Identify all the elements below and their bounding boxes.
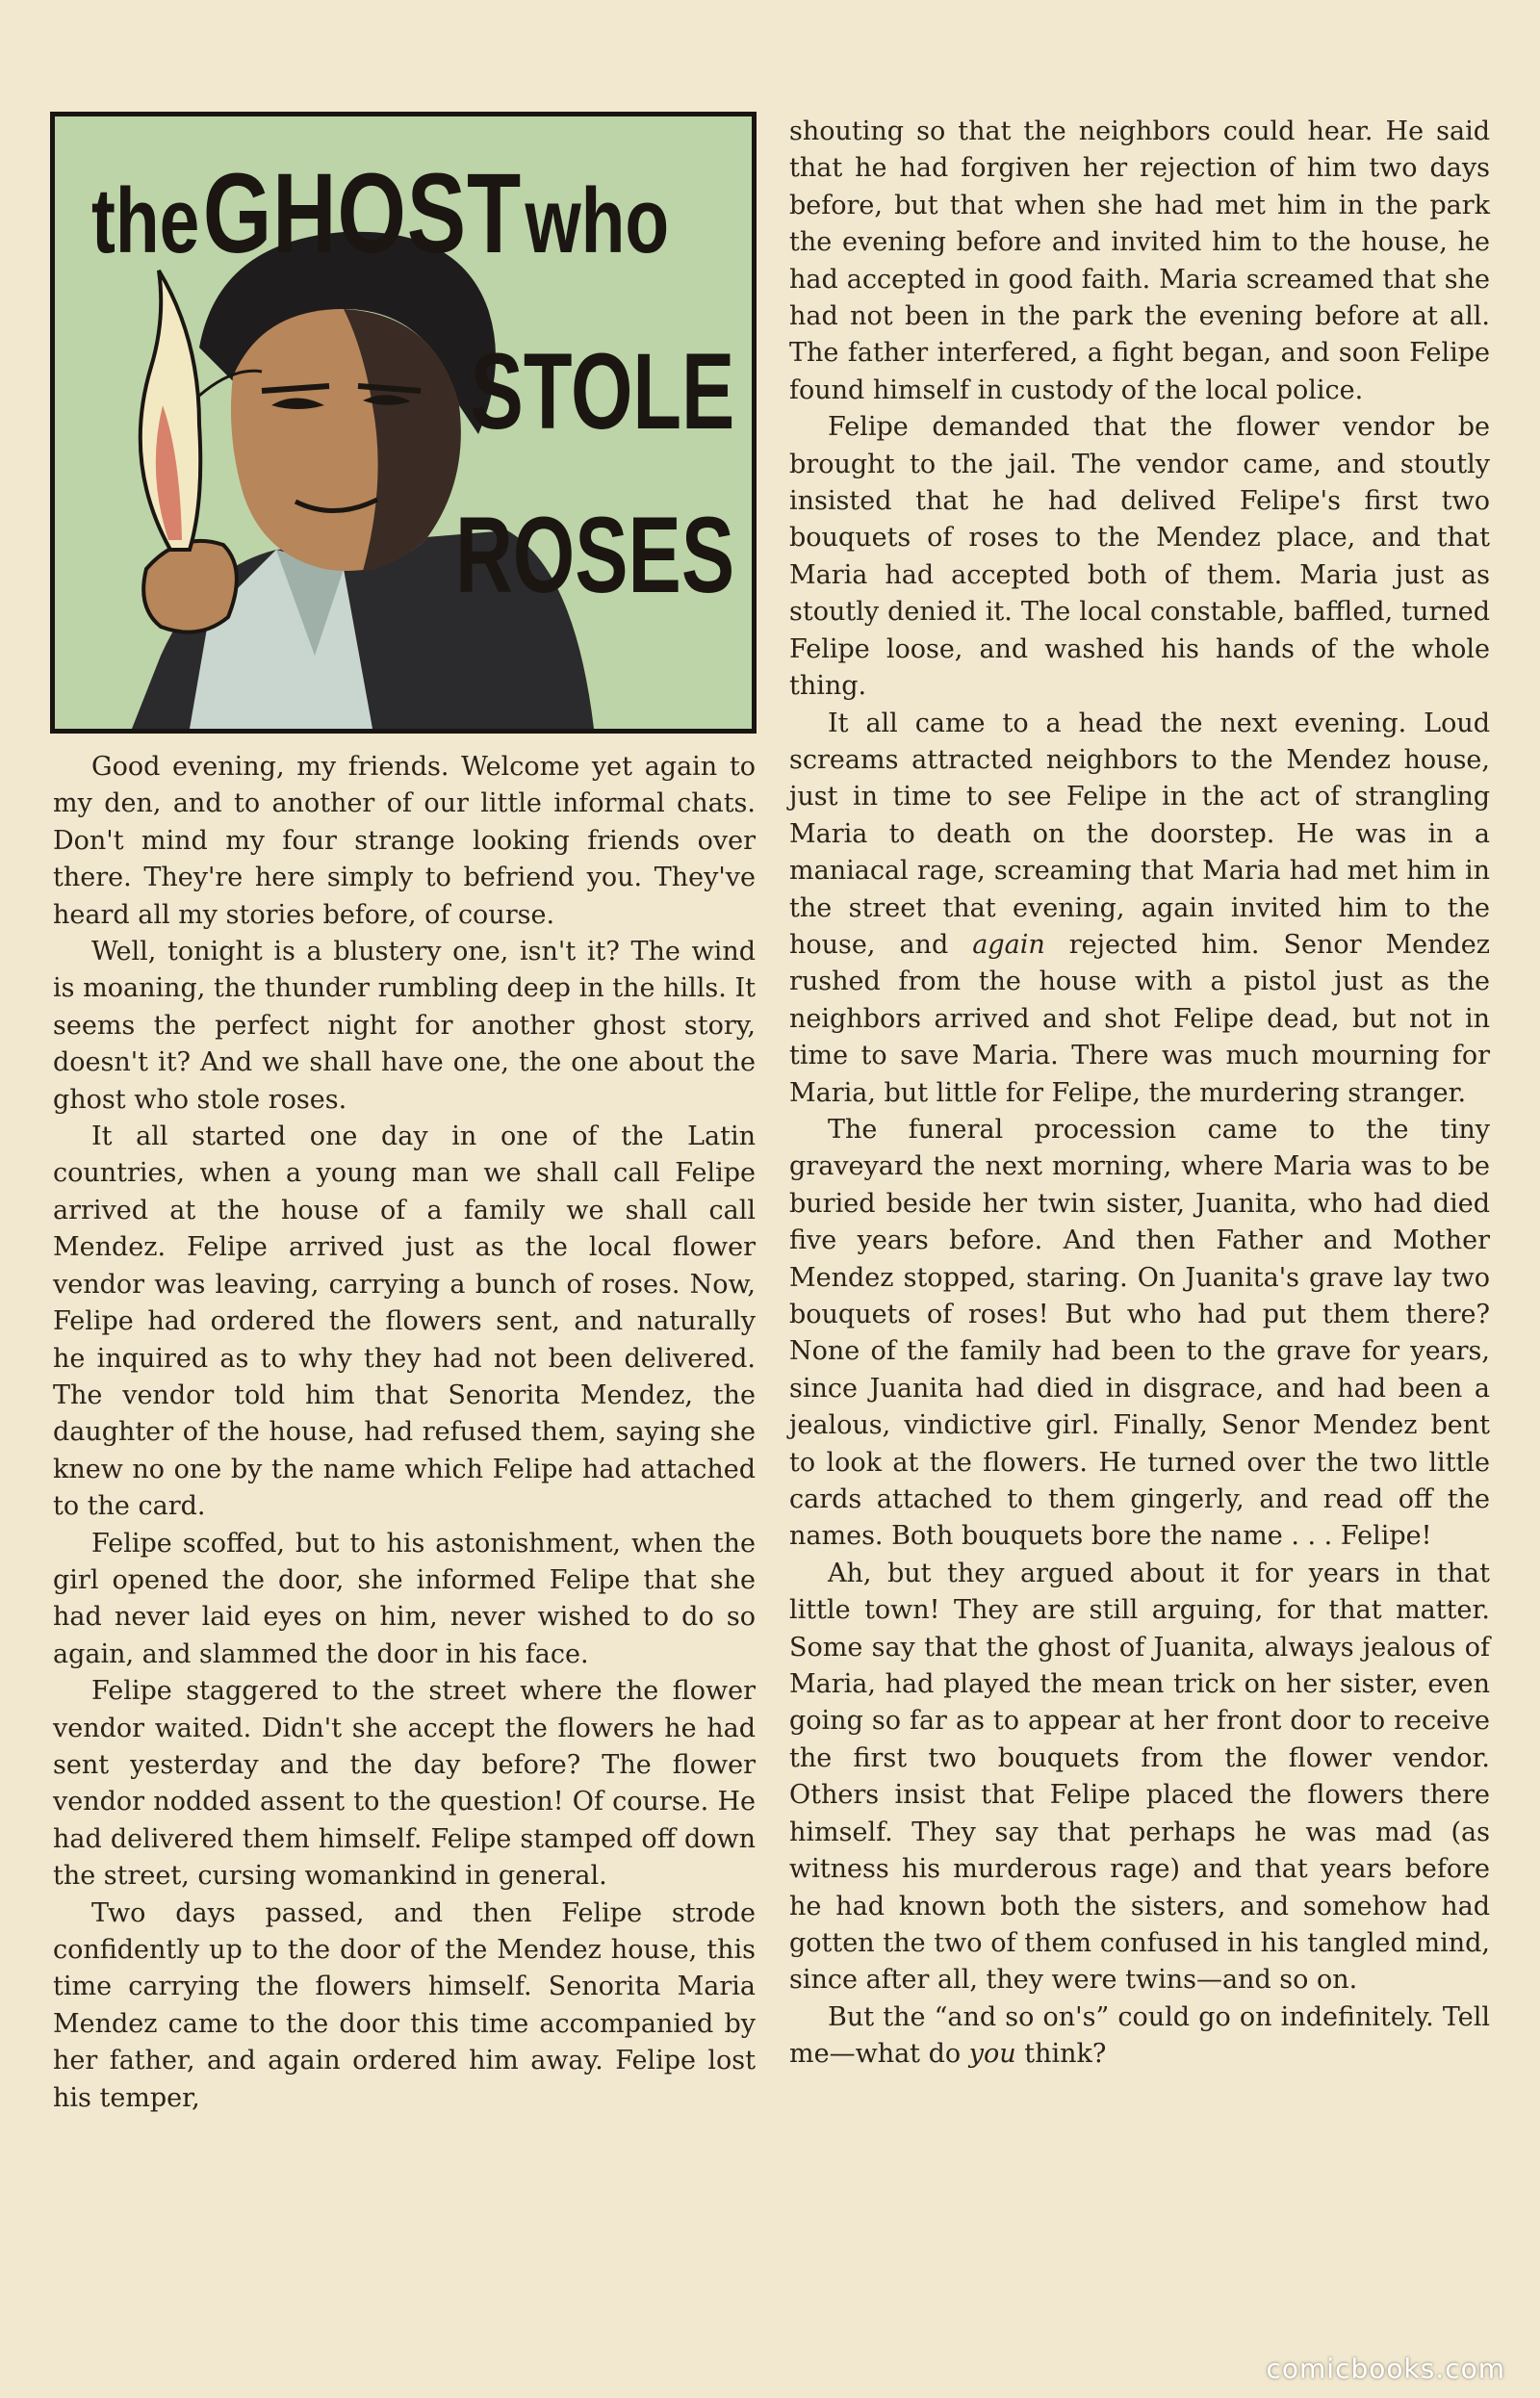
story-title	[91, 150, 670, 277]
paragraph: Well, tonight is a blustery one, isn't it? The wind is moaning, the thunder rumbling deep in the hills. It seems the perfect night for another ghost story, doesn't it? And we shall have one, the one about the ghost who stole roses.	[53, 937, 756, 1115]
title-word-ghost: GHOST	[202, 150, 522, 277]
paragraph: It all started one day in one of the Latin countries, when a young man we shall call Felipe arrived at the house of a family we shall call Mendez. Felipe arrived just as the local flower vendor was leaving, carrying a bunch of roses. Now, Felipe had ordered the flowers sent, and naturally he inquired as to why they had not been delivered. The vendor told him that Senorita Mendez, the daughter of the house, had refused them, saying she knew no one by the name which Felipe had attached to the card.	[53, 1122, 756, 1522]
closing-paragraph: But the “and so on's” could go on indefinitely. Tell me—what do you think?	[789, 2001, 1490, 2070]
paragraph: Felipe staggered to the street where the flower vendor waited. Didn't she accept the flowers he had sent yesterday and the day before? The flower vendor nodded assent to the question! Of course. He had delivered them himself. Felipe stamped off down the street, cursing womankind in general.	[53, 1676, 756, 1892]
title-panel	[50, 112, 757, 734]
emphasis: you	[968, 2039, 1016, 2070]
paragraph: It all came to a head the next evening. Loud screams attracted neighbors to the Mendez house, just in time to see Felipe in the act of strangling Maria to death on the doorstep. He was in a maniacal rage, screaming that Maria had met him in the street that evening, again invited him to the house, and again rejected him. Senor Mendez rushed from the house with a pistol just as the neighbors arrived and shot Felipe dead, but not in time to save Maria. There was much mourning for Maria, but little for Felipe, the murdering stranger.	[789, 708, 1490, 1108]
title-word-roses: ROSES	[454, 495, 734, 615]
title-word-who: who	[525, 169, 670, 272]
paragraph: shouting so that the neighbors could hear. He said that he had forgiven her rejection of him two days before, but that when she had met him in the park the evening before and invited him to the house, he had accepted in good faith. Maria screamed that she had not been in the park the evening before at all. The father interfered, a fight began, and soon Felipe found himself in custody of the local police.	[789, 116, 1490, 405]
story-column-right	[789, 114, 1490, 2074]
story-column-left	[53, 749, 756, 2117]
paragraph: Felipe demanded that the flower vendor be brought to the jail. The vendor came, and stoutly insisted that he had delived Felipe's first two bouquets of roses to the Mendez place, and that Maria had accepted both of them. Maria just as stoutly denied it. The local constable, baffled, turned Felipe loose, and washed his hands of the whole thing.	[789, 412, 1490, 702]
title-word-the: the	[91, 169, 200, 272]
paragraph: Ah, but they argued about it for years in that little town! They are still arguing, for that matter. Some say that the ghost of Juanita, always jealous of Maria, had played the mean trick on her sister, even going so far as to appear at her front door to receive the first two bouquets from the flower vendor. Others insist that Felipe placed the flowers there himself. They say that perhaps he was mad (as witness his murderous rage) and that years before he had known both the sisters, and somehow had gotten the two of them confused in his tangled mind, since after all, they were twins—and so on.	[789, 1558, 1490, 1996]
paragraph: Two days passed, and then Felipe strode confidently up to the door of the Mendez house, this time carrying the flowers himself. Senorita Maria Mendez came to the door this time accompanied by her father, and again ordered him away. Felipe lost his temper,	[53, 1897, 756, 2113]
title-word-stole: STOLE	[470, 331, 734, 451]
paragraph: Good evening, my friends. Welcome yet again to my den, and to another of our little informal chats. Don't mind my four strange looking friends over there. They're here simply to befriend you. They've heard all my stories before, of course.	[53, 752, 756, 930]
emphasis: again	[972, 929, 1045, 960]
paragraph: Felipe scoffed, but to his astonishment, when the girl opened the door, she informed Felipe that she had never laid eyes on him, never wished to do so again, and slammed the door in his face.	[53, 1528, 756, 1669]
watermark: comicbooks.com	[1266, 2353, 1505, 2385]
paragraph: The funeral procession came to the tiny graveyard the next morning, where Maria was to be buried beside her twin sister, Juanita, who had died five years before. And then Father and Mother Mendez stopped, staring. On Juanita's grave lay two bouquets of roses! But who had put them there? None of the family had been to the grave for years, since Juanita had died in disgrace, and had been a jealous, vindictive girl. Finally, Senor Mendez bent to look at the flowers. He turned over the two little cards attached to them gingerly, and read off the names. Both bouquets bore the name . . . Felipe!	[789, 1114, 1490, 1552]
